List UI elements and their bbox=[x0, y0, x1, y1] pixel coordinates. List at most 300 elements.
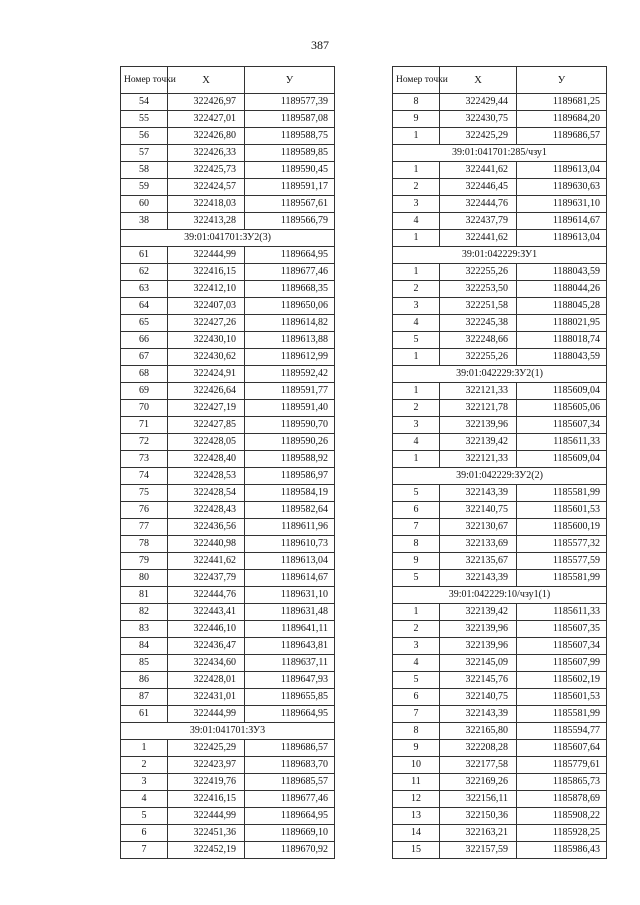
x-coordinate-cell: 322418,03 bbox=[168, 196, 245, 213]
table-row bbox=[121, 672, 335, 689]
table-row bbox=[121, 145, 335, 162]
x-coordinate-cell: 322444,99 bbox=[168, 808, 245, 825]
point-number-cell: 75 bbox=[121, 485, 168, 502]
x-coordinate-cell: 322451,36 bbox=[168, 825, 245, 842]
table-row bbox=[121, 434, 335, 451]
x-coordinate-cell: 322150,36 bbox=[440, 808, 517, 825]
y-coordinate-cell: 1189591,40 bbox=[245, 400, 335, 417]
y-coordinate-cell: 1189668,35 bbox=[245, 281, 335, 298]
x-coordinate-cell: 322251,58 bbox=[440, 298, 517, 315]
point-number-cell: 68 bbox=[121, 366, 168, 383]
section-row bbox=[393, 145, 607, 162]
table-row bbox=[393, 672, 607, 689]
table-row bbox=[121, 264, 335, 281]
x-coordinate-cell: 322143,39 bbox=[440, 485, 517, 502]
header-x: X bbox=[440, 67, 517, 94]
section-row bbox=[393, 587, 607, 604]
point-number-cell: 1 bbox=[393, 230, 440, 247]
x-coordinate-cell: 322253,50 bbox=[440, 281, 517, 298]
x-coordinate-cell: 322436,56 bbox=[168, 519, 245, 536]
table-row bbox=[121, 196, 335, 213]
point-number-cell: 80 bbox=[121, 570, 168, 587]
table-row bbox=[393, 553, 607, 570]
x-coordinate-cell: 322444,76 bbox=[168, 587, 245, 604]
x-coordinate-cell: 322443,41 bbox=[168, 604, 245, 621]
table-row bbox=[121, 706, 335, 723]
point-number-cell: 5 bbox=[393, 672, 440, 689]
table-row bbox=[121, 502, 335, 519]
y-coordinate-cell: 1185607,34 bbox=[517, 638, 607, 655]
table-row bbox=[121, 791, 335, 808]
table-row bbox=[121, 111, 335, 128]
x-coordinate-cell: 322434,60 bbox=[168, 655, 245, 672]
x-coordinate-cell: 322140,75 bbox=[440, 689, 517, 706]
table-row bbox=[121, 570, 335, 587]
point-number-cell: 8 bbox=[393, 536, 440, 553]
table-row bbox=[393, 434, 607, 451]
y-coordinate-cell: 1189670,92 bbox=[245, 842, 335, 859]
x-coordinate-cell: 322139,96 bbox=[440, 621, 517, 638]
table-row bbox=[121, 247, 335, 264]
y-coordinate-cell: 1185607,35 bbox=[517, 621, 607, 638]
point-number-cell: 79 bbox=[121, 553, 168, 570]
y-coordinate-cell: 1189590,45 bbox=[245, 162, 335, 179]
y-coordinate-cell: 1188021,95 bbox=[517, 315, 607, 332]
table-row bbox=[121, 604, 335, 621]
point-number-cell: 1 bbox=[393, 451, 440, 468]
y-coordinate-cell: 1188045,28 bbox=[517, 298, 607, 315]
y-coordinate-cell: 1185607,34 bbox=[517, 417, 607, 434]
x-coordinate-cell: 322255,26 bbox=[440, 349, 517, 366]
x-coordinate-cell: 322428,01 bbox=[168, 672, 245, 689]
point-number-cell: 9 bbox=[393, 740, 440, 757]
x-coordinate-cell: 322145,76 bbox=[440, 672, 517, 689]
y-coordinate-cell: 1189664,95 bbox=[245, 247, 335, 264]
table-row bbox=[393, 349, 607, 366]
y-coordinate-cell: 1185609,04 bbox=[517, 383, 607, 400]
table-row bbox=[393, 281, 607, 298]
table-row bbox=[393, 808, 607, 825]
point-number-cell: 1 bbox=[393, 349, 440, 366]
table-row bbox=[393, 451, 607, 468]
point-number-cell: 2 bbox=[393, 400, 440, 417]
table-row bbox=[393, 332, 607, 349]
y-coordinate-cell: 1185594,77 bbox=[517, 723, 607, 740]
y-coordinate-cell: 1189591,17 bbox=[245, 179, 335, 196]
x-coordinate-cell: 322157,59 bbox=[440, 842, 517, 859]
x-coordinate-cell: 322255,26 bbox=[440, 264, 517, 281]
point-number-cell: 5 bbox=[121, 808, 168, 825]
coordinates-table-left bbox=[120, 66, 335, 859]
point-number-cell: 5 bbox=[393, 332, 440, 349]
point-number-cell: 2 bbox=[121, 757, 168, 774]
x-coordinate-cell: 322425,29 bbox=[168, 740, 245, 757]
y-coordinate-cell: 1189681,25 bbox=[517, 94, 607, 111]
y-coordinate-cell: 1189586,97 bbox=[245, 468, 335, 485]
point-number-cell: 70 bbox=[121, 400, 168, 417]
x-coordinate-cell: 322441,62 bbox=[168, 553, 245, 570]
point-number-cell: 67 bbox=[121, 349, 168, 366]
table-row bbox=[121, 213, 335, 230]
table-row bbox=[121, 621, 335, 638]
point-number-cell: 71 bbox=[121, 417, 168, 434]
point-number-cell: 6 bbox=[393, 689, 440, 706]
point-number-cell: 5 bbox=[393, 570, 440, 587]
y-coordinate-cell: 1185928,25 bbox=[517, 825, 607, 842]
point-number-cell: 1 bbox=[393, 162, 440, 179]
y-coordinate-cell: 1185577,59 bbox=[517, 553, 607, 570]
point-number-cell: 14 bbox=[393, 825, 440, 842]
cadastral-section-label: 39:01:041701:285/чзу1 bbox=[393, 145, 607, 162]
header-y: У bbox=[245, 67, 335, 94]
x-coordinate-cell: 322426,97 bbox=[168, 94, 245, 111]
y-coordinate-cell: 1185611,33 bbox=[517, 604, 607, 621]
x-coordinate-cell: 322165,80 bbox=[440, 723, 517, 740]
point-number-cell: 62 bbox=[121, 264, 168, 281]
point-number-cell: 63 bbox=[121, 281, 168, 298]
table-row bbox=[121, 179, 335, 196]
x-coordinate-cell: 322427,19 bbox=[168, 400, 245, 417]
y-coordinate-cell: 1185607,64 bbox=[517, 740, 607, 757]
y-coordinate-cell: 1188044,26 bbox=[517, 281, 607, 298]
point-number-cell: 4 bbox=[393, 213, 440, 230]
point-number-cell: 60 bbox=[121, 196, 168, 213]
table-row bbox=[393, 570, 607, 587]
y-coordinate-cell: 1189611,96 bbox=[245, 519, 335, 536]
point-number-cell: 7 bbox=[393, 519, 440, 536]
table-row bbox=[393, 213, 607, 230]
table-row bbox=[121, 468, 335, 485]
table-row bbox=[393, 485, 607, 502]
y-coordinate-cell: 1189613,04 bbox=[517, 162, 607, 179]
point-number-cell: 9 bbox=[393, 111, 440, 128]
x-coordinate-cell: 322412,10 bbox=[168, 281, 245, 298]
y-coordinate-cell: 1189577,39 bbox=[245, 94, 335, 111]
table-row bbox=[393, 502, 607, 519]
header-y: У bbox=[517, 67, 607, 94]
y-coordinate-cell: 1185581,99 bbox=[517, 570, 607, 587]
table-row bbox=[393, 162, 607, 179]
coordinates-table-right bbox=[392, 66, 607, 859]
x-coordinate-cell: 322177,58 bbox=[440, 757, 517, 774]
x-coordinate-cell: 322428,40 bbox=[168, 451, 245, 468]
point-number-cell: 4 bbox=[121, 791, 168, 808]
table-row bbox=[393, 111, 607, 128]
y-coordinate-cell: 1189686,57 bbox=[245, 740, 335, 757]
table-row bbox=[121, 485, 335, 502]
table-row bbox=[393, 689, 607, 706]
point-number-cell: 2 bbox=[393, 179, 440, 196]
y-coordinate-cell: 1188043,59 bbox=[517, 264, 607, 281]
table-row bbox=[121, 451, 335, 468]
table-body-right bbox=[393, 94, 607, 859]
table-row bbox=[121, 842, 335, 859]
y-coordinate-cell: 1189637,11 bbox=[245, 655, 335, 672]
x-coordinate-cell: 322437,79 bbox=[168, 570, 245, 587]
y-coordinate-cell: 1189613,04 bbox=[245, 553, 335, 570]
point-number-cell: 38 bbox=[121, 213, 168, 230]
y-coordinate-cell: 1189590,70 bbox=[245, 417, 335, 434]
table-row bbox=[121, 536, 335, 553]
x-coordinate-cell: 322440,98 bbox=[168, 536, 245, 553]
point-number-cell: 3 bbox=[121, 774, 168, 791]
table-row bbox=[393, 383, 607, 400]
y-coordinate-cell: 1185601,53 bbox=[517, 689, 607, 706]
x-coordinate-cell: 322444,99 bbox=[168, 247, 245, 264]
y-coordinate-cell: 1189669,10 bbox=[245, 825, 335, 842]
y-coordinate-cell: 1189592,42 bbox=[245, 366, 335, 383]
x-coordinate-cell: 322431,01 bbox=[168, 689, 245, 706]
y-coordinate-cell: 1185581,99 bbox=[517, 485, 607, 502]
y-coordinate-cell: 1189613,88 bbox=[245, 332, 335, 349]
point-number-cell: 66 bbox=[121, 332, 168, 349]
point-number-cell: 11 bbox=[393, 774, 440, 791]
point-number-cell: 5 bbox=[393, 485, 440, 502]
table-row bbox=[393, 196, 607, 213]
x-coordinate-cell: 322245,38 bbox=[440, 315, 517, 332]
point-number-cell: 83 bbox=[121, 621, 168, 638]
y-coordinate-cell: 1185865,73 bbox=[517, 774, 607, 791]
table-row bbox=[393, 94, 607, 111]
point-number-cell: 86 bbox=[121, 672, 168, 689]
point-number-cell: 10 bbox=[393, 757, 440, 774]
x-coordinate-cell: 322423,97 bbox=[168, 757, 245, 774]
section-row bbox=[121, 723, 335, 740]
x-coordinate-cell: 322169,26 bbox=[440, 774, 517, 791]
point-number-cell: 3 bbox=[393, 196, 440, 213]
table-row bbox=[393, 757, 607, 774]
x-coordinate-cell: 322444,99 bbox=[168, 706, 245, 723]
x-coordinate-cell: 322428,53 bbox=[168, 468, 245, 485]
y-coordinate-cell: 1185609,04 bbox=[517, 451, 607, 468]
point-number-cell: 3 bbox=[393, 298, 440, 315]
x-coordinate-cell: 322248,66 bbox=[440, 332, 517, 349]
y-coordinate-cell: 1189677,46 bbox=[245, 264, 335, 281]
y-coordinate-cell: 1185779,61 bbox=[517, 757, 607, 774]
y-coordinate-cell: 1185581,99 bbox=[517, 706, 607, 723]
section-row bbox=[393, 366, 607, 383]
page-number: 387 bbox=[311, 38, 329, 52]
cadastral-section-label: 39:01:042229:ЗУ2(2) bbox=[393, 468, 607, 485]
x-coordinate-cell: 322427,85 bbox=[168, 417, 245, 434]
section-row bbox=[393, 468, 607, 485]
y-coordinate-cell: 1189584,19 bbox=[245, 485, 335, 502]
table-row bbox=[121, 128, 335, 145]
y-coordinate-cell: 1189650,06 bbox=[245, 298, 335, 315]
point-number-cell: 81 bbox=[121, 587, 168, 604]
point-number-cell: 7 bbox=[393, 706, 440, 723]
header-x: X bbox=[168, 67, 245, 94]
table-row bbox=[121, 587, 335, 604]
x-coordinate-cell: 322140,75 bbox=[440, 502, 517, 519]
y-coordinate-cell: 1185601,53 bbox=[517, 502, 607, 519]
point-number-cell: 64 bbox=[121, 298, 168, 315]
point-number-cell: 4 bbox=[393, 655, 440, 672]
x-coordinate-cell: 322419,76 bbox=[168, 774, 245, 791]
x-coordinate-cell: 322444,76 bbox=[440, 196, 517, 213]
table-row bbox=[121, 298, 335, 315]
x-coordinate-cell: 322437,79 bbox=[440, 213, 517, 230]
table-row bbox=[121, 655, 335, 672]
x-coordinate-cell: 322133,69 bbox=[440, 536, 517, 553]
table-row bbox=[393, 400, 607, 417]
x-coordinate-cell: 322424,57 bbox=[168, 179, 245, 196]
y-coordinate-cell: 1189630,63 bbox=[517, 179, 607, 196]
table-row bbox=[393, 519, 607, 536]
y-coordinate-cell: 1189631,10 bbox=[245, 587, 335, 604]
table-row bbox=[393, 264, 607, 281]
y-coordinate-cell: 1185602,19 bbox=[517, 672, 607, 689]
point-number-cell: 55 bbox=[121, 111, 168, 128]
point-number-cell: 6 bbox=[121, 825, 168, 842]
table-row bbox=[393, 604, 607, 621]
table-row bbox=[393, 655, 607, 672]
cadastral-section-label: 39:01:042229:ЗУ1 bbox=[393, 247, 607, 264]
point-number-cell: 73 bbox=[121, 451, 168, 468]
table-body-left bbox=[121, 94, 335, 859]
table-row bbox=[393, 417, 607, 434]
point-number-cell: 9 bbox=[393, 553, 440, 570]
table-row bbox=[393, 298, 607, 315]
x-coordinate-cell: 322436,47 bbox=[168, 638, 245, 655]
x-coordinate-cell: 322156,11 bbox=[440, 791, 517, 808]
point-number-cell: 87 bbox=[121, 689, 168, 706]
x-coordinate-cell: 322425,29 bbox=[440, 128, 517, 145]
point-number-cell: 1 bbox=[393, 264, 440, 281]
point-number-cell: 15 bbox=[393, 842, 440, 859]
point-number-cell: 61 bbox=[121, 706, 168, 723]
table-row bbox=[121, 757, 335, 774]
x-coordinate-cell: 322427,01 bbox=[168, 111, 245, 128]
x-coordinate-cell: 322135,67 bbox=[440, 553, 517, 570]
y-coordinate-cell: 1189664,95 bbox=[245, 808, 335, 825]
table-row bbox=[121, 638, 335, 655]
y-coordinate-cell: 1185986,43 bbox=[517, 842, 607, 859]
x-coordinate-cell: 322425,73 bbox=[168, 162, 245, 179]
table-header-row bbox=[121, 67, 335, 94]
point-number-cell: 7 bbox=[121, 842, 168, 859]
y-coordinate-cell: 1189610,73 bbox=[245, 536, 335, 553]
point-number-cell: 6 bbox=[393, 502, 440, 519]
y-coordinate-cell: 1189684,20 bbox=[517, 111, 607, 128]
y-coordinate-cell: 1189612,99 bbox=[245, 349, 335, 366]
point-number-cell: 84 bbox=[121, 638, 168, 655]
x-coordinate-cell: 322428,43 bbox=[168, 502, 245, 519]
y-coordinate-cell: 1189647,93 bbox=[245, 672, 335, 689]
table-row bbox=[121, 383, 335, 400]
x-coordinate-cell: 322145,09 bbox=[440, 655, 517, 672]
y-coordinate-cell: 1189655,85 bbox=[245, 689, 335, 706]
y-coordinate-cell: 1189567,61 bbox=[245, 196, 335, 213]
y-coordinate-cell: 1188043,59 bbox=[517, 349, 607, 366]
cadastral-section-label: 39:01:042229:ЗУ2(1) bbox=[393, 366, 607, 383]
point-number-cell: 12 bbox=[393, 791, 440, 808]
y-coordinate-cell: 1189566,79 bbox=[245, 213, 335, 230]
x-coordinate-cell: 322430,62 bbox=[168, 349, 245, 366]
table-row bbox=[121, 349, 335, 366]
x-coordinate-cell: 322139,42 bbox=[440, 434, 517, 451]
x-coordinate-cell: 322446,10 bbox=[168, 621, 245, 638]
y-coordinate-cell: 1189614,67 bbox=[245, 570, 335, 587]
cadastral-section-label: 39:01:041701:ЗУ3 bbox=[121, 723, 335, 740]
table-row bbox=[121, 162, 335, 179]
y-coordinate-cell: 1185878,69 bbox=[517, 791, 607, 808]
y-coordinate-cell: 1189641,11 bbox=[245, 621, 335, 638]
point-number-cell: 56 bbox=[121, 128, 168, 145]
point-number-cell: 57 bbox=[121, 145, 168, 162]
y-coordinate-cell: 1189631,10 bbox=[517, 196, 607, 213]
table-row bbox=[121, 315, 335, 332]
y-coordinate-cell: 1189685,57 bbox=[245, 774, 335, 791]
point-number-cell: 72 bbox=[121, 434, 168, 451]
table-row bbox=[393, 842, 607, 859]
section-row bbox=[121, 230, 335, 247]
point-number-cell: 2 bbox=[393, 281, 440, 298]
point-number-cell: 77 bbox=[121, 519, 168, 536]
table-row bbox=[121, 94, 335, 111]
y-coordinate-cell: 1185611,33 bbox=[517, 434, 607, 451]
x-coordinate-cell: 322407,03 bbox=[168, 298, 245, 315]
y-coordinate-cell: 1189590,26 bbox=[245, 434, 335, 451]
x-coordinate-cell: 322441,62 bbox=[440, 162, 517, 179]
point-number-cell: 4 bbox=[393, 315, 440, 332]
x-coordinate-cell: 322428,54 bbox=[168, 485, 245, 502]
table-row bbox=[121, 825, 335, 842]
y-coordinate-cell: 1189589,85 bbox=[245, 145, 335, 162]
table-row bbox=[393, 128, 607, 145]
x-coordinate-cell: 322426,33 bbox=[168, 145, 245, 162]
point-number-cell: 78 bbox=[121, 536, 168, 553]
x-coordinate-cell: 322426,80 bbox=[168, 128, 245, 145]
x-coordinate-cell: 322430,10 bbox=[168, 332, 245, 349]
table-row bbox=[393, 774, 607, 791]
cadastral-section-label: 39:01:041701:ЗУ2(3) bbox=[121, 230, 335, 247]
table-row bbox=[393, 315, 607, 332]
y-coordinate-cell: 1189643,81 bbox=[245, 638, 335, 655]
table-row bbox=[121, 281, 335, 298]
table-row bbox=[121, 553, 335, 570]
point-number-cell: 58 bbox=[121, 162, 168, 179]
y-coordinate-cell: 1189588,75 bbox=[245, 128, 335, 145]
point-number-cell: 1 bbox=[121, 740, 168, 757]
x-coordinate-cell: 322430,75 bbox=[440, 111, 517, 128]
x-coordinate-cell: 322429,44 bbox=[440, 94, 517, 111]
x-coordinate-cell: 322427,26 bbox=[168, 315, 245, 332]
x-coordinate-cell: 322139,96 bbox=[440, 417, 517, 434]
x-coordinate-cell: 322121,78 bbox=[440, 400, 517, 417]
x-coordinate-cell: 322428,05 bbox=[168, 434, 245, 451]
y-coordinate-cell: 1185605,06 bbox=[517, 400, 607, 417]
table-row bbox=[121, 740, 335, 757]
y-coordinate-cell: 1189631,48 bbox=[245, 604, 335, 621]
point-number-cell: 61 bbox=[121, 247, 168, 264]
point-number-cell: 85 bbox=[121, 655, 168, 672]
point-number-cell: 65 bbox=[121, 315, 168, 332]
x-coordinate-cell: 322413,28 bbox=[168, 213, 245, 230]
table-row bbox=[393, 638, 607, 655]
y-coordinate-cell: 1189613,04 bbox=[517, 230, 607, 247]
point-number-cell: 3 bbox=[393, 417, 440, 434]
table-row bbox=[393, 740, 607, 757]
section-row bbox=[393, 247, 607, 264]
table-row bbox=[393, 706, 607, 723]
x-coordinate-cell: 322163,21 bbox=[440, 825, 517, 842]
point-number-cell: 1 bbox=[393, 128, 440, 145]
header-point-number: Номер точки bbox=[121, 67, 168, 94]
table-row bbox=[121, 332, 335, 349]
table-row bbox=[393, 179, 607, 196]
y-coordinate-cell: 1185577,32 bbox=[517, 536, 607, 553]
